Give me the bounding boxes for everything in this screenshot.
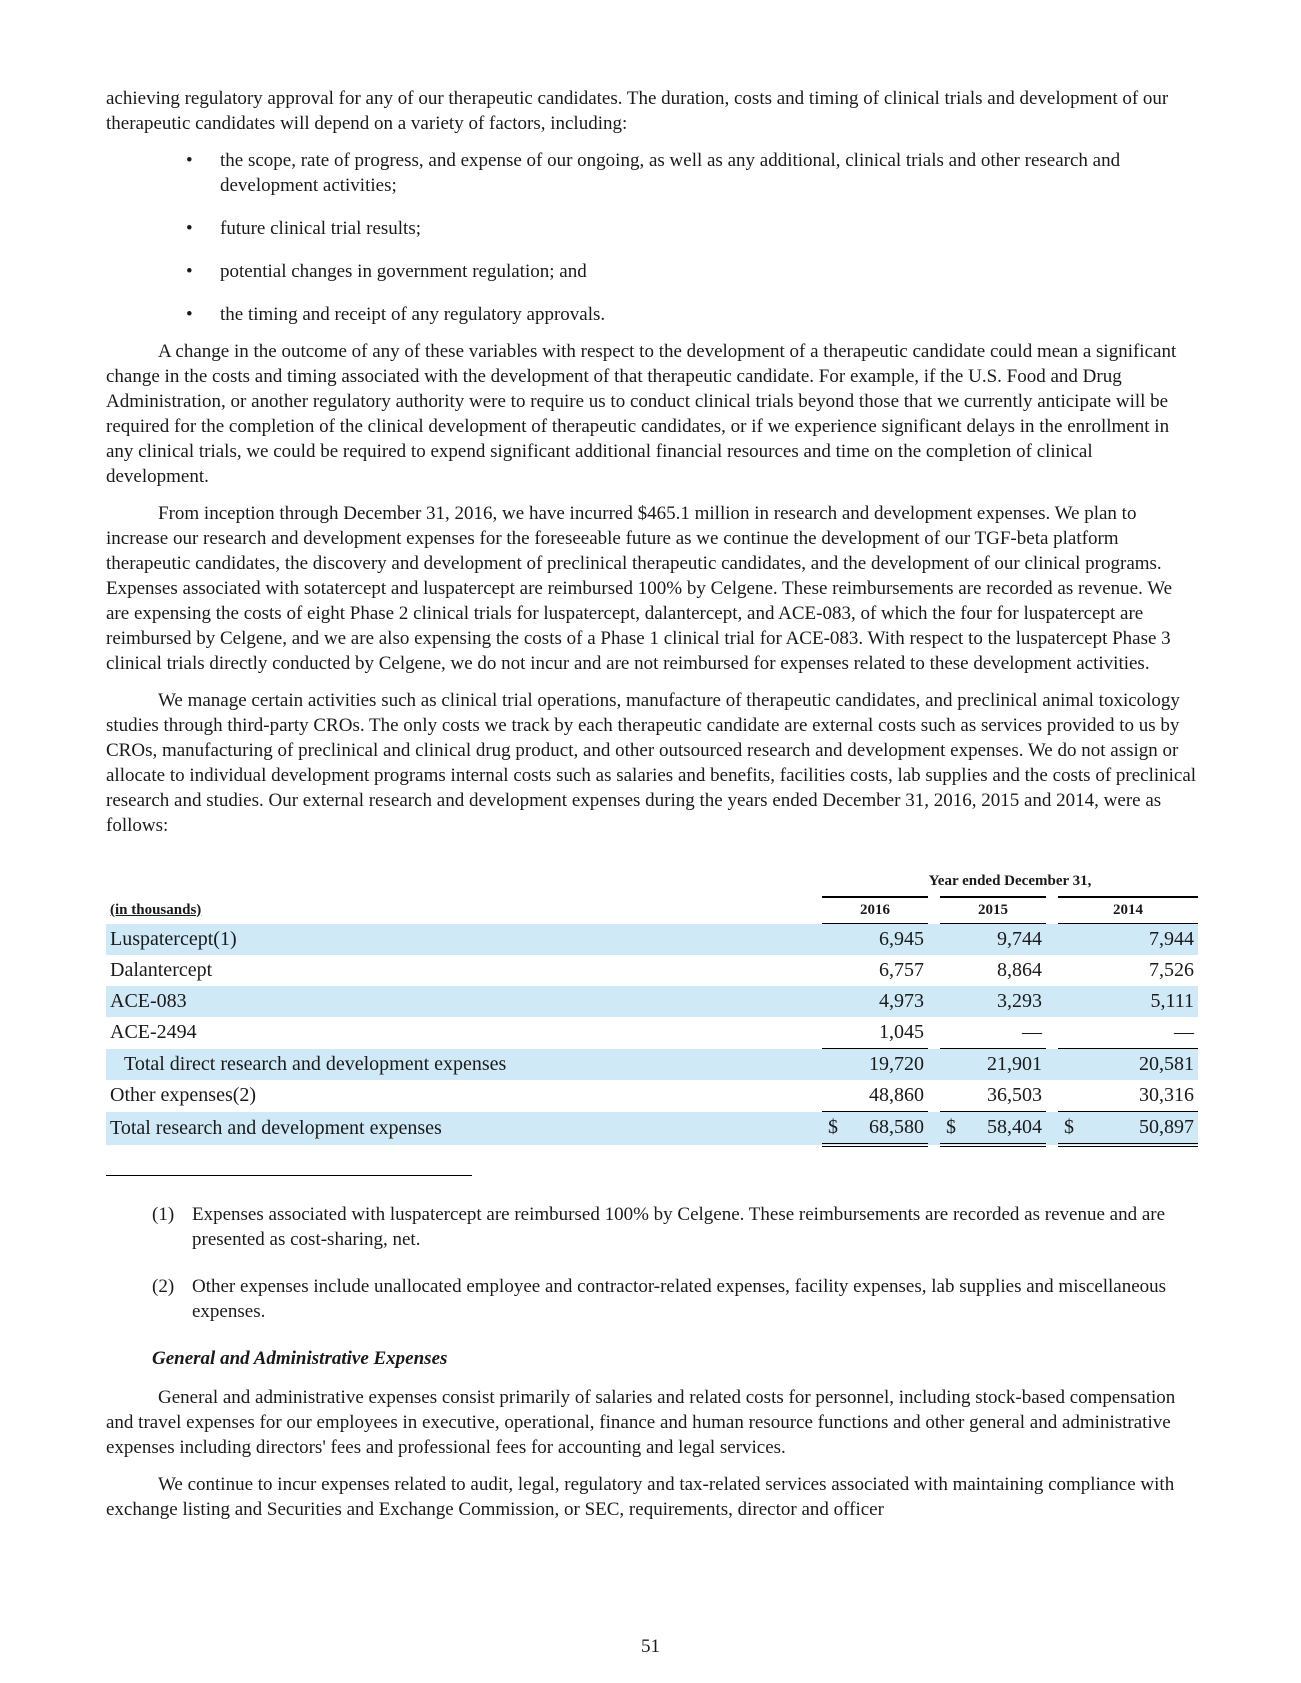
expenses-table-container (106, 866, 1198, 1147)
paragraph-inception: From inception through December 31, 2016, we have incurred $465.1 million in research and development expenses. We plan to increase our research and development expenses for the foreseeable future as we continue the development of our TGF-beta platform therapeutic candidates, the discovery and development of preclinical therapeutic candidates, and the development of our clinical programs. Expenses associated with sotatercept and luspatercept are reimbursed 100% by Celgene. These reimbursements are recorded as revenue. We are expensing the costs of eight Phase 2 clinical trials for luspatercept, dalantercept, and ACE-083, of which the four for luspatercept are reimbursed by Celgene, and we are also expensing the costs of a Phase 1 clinical trial for ACE-083. With respect to the luspatercept Phase 3 clinical trials directly conducted by Celgene, we do not incur and are not reimbursed for expenses related to these development activities. (106, 503, 1173, 674)
paragraph-cro: We manage certain activities such as clinical trial operations, manufacture of therapeutic candidates, and preclinical animal toxicology studies through third-party CROs. The only costs we track by each therapeutic candidate are external costs such as services provided to us by CROs, manufacturing of preclinical and clinical drug product, and other outsourced research and development expenses. We do not assign or allocate to individual development programs internal costs such as salaries and benefits, facilities costs, lab supplies and the costs of preclinical research and studies. Our external research and development expenses during the years ended December 31, 2016, 2015 and 2014, were as follows: (106, 690, 1197, 836)
currency-symbol: $ (1058, 1112, 1078, 1146)
row-label: Other expenses(2) (110, 1084, 257, 1107)
paragraph-compliance: We continue to incur expenses related to audit, legal, regulatory and tax-related services associated with maintaining compliance with exchange listing and Securities and Exchange Commission, or SEC, requirements, director and officer (106, 1474, 1175, 1520)
row-label: Dalantercept (110, 959, 213, 981)
cell-value: 48,860 (869, 1084, 924, 1106)
bullet-icon: • (186, 304, 193, 325)
row-label: Total research and development expenses (106, 1112, 822, 1146)
cell-value: 6,945 (879, 928, 924, 950)
section-heading: General and Administrative Expenses (152, 1348, 448, 1369)
cell-value: 4,973 (879, 990, 924, 1012)
cell-value: 7,944 (1149, 928, 1194, 950)
table-row (106, 1080, 1198, 1112)
cell-value: 30,316 (1139, 1084, 1194, 1106)
unit-label: (in thousands) (110, 901, 202, 918)
list-item (106, 302, 1198, 327)
factor-list (106, 148, 1198, 327)
column-header-2015: 2015 (940, 897, 1046, 924)
paragraph-ga-expenses: General and administrative expenses consist primarily of salaries and related costs for personnel, including stock-based compensation and travel expenses for our employees in executive, operational, finance and human resource functions and other general and administrative expenses including directors' fees and professional fees for accounting and legal services. (106, 1387, 1176, 1458)
row-label: ACE-083 (106, 986, 822, 1017)
cell-value: 5,111 (1150, 990, 1194, 1012)
footnotes (106, 1202, 1198, 1324)
list-item-text: the timing and receipt of any regulatory approvals. (220, 304, 606, 325)
row-label: Total direct research and development expenses (106, 1049, 822, 1081)
page-content (106, 86, 1198, 1534)
cell-value: 1,045 (879, 1021, 924, 1043)
paragraph-intro: achieving regulatory approval for any of our therapeutic candidates. The duration, costs and timing of clinical trials and development of our therapeutic candidates will depend on a variety of factors, including: (106, 88, 1169, 134)
cell-value: 6,757 (879, 959, 924, 981)
bullet-icon: • (186, 150, 193, 171)
table-row-subtotal (106, 1049, 1198, 1081)
list-item-text: potential changes in government regulation; and (220, 261, 587, 282)
cell-value: 50,897 (1139, 1116, 1194, 1138)
row-label: Luspatercept(1) (106, 924, 822, 956)
table-row (106, 955, 1198, 986)
footnote (106, 1274, 1198, 1324)
table-row (106, 1017, 1198, 1049)
cell-value: 21,901 (987, 1053, 1042, 1075)
expenses-table (106, 866, 1198, 1147)
cell-value: 8,864 (997, 959, 1042, 981)
footnote-number: (2) (152, 1276, 175, 1297)
cell-value: 19,720 (869, 1053, 924, 1075)
cell-value: — (1022, 1021, 1042, 1043)
year-header: Year ended December 31, (928, 872, 1092, 889)
cell-value: 3,293 (997, 990, 1042, 1012)
list-item-text: the scope, rate of progress, and expense of our ongoing, as well as any additional, clinical trials and other research and development activities; (220, 150, 1121, 196)
bullet-icon: • (186, 261, 193, 282)
currency-symbol: $ (940, 1112, 960, 1146)
list-item-text: future clinical trial results; (220, 218, 422, 239)
table-row-total (106, 1112, 1198, 1146)
footnote-divider (106, 1175, 472, 1176)
cell-value: 7,526 (1149, 959, 1194, 981)
table-header-row (106, 897, 1198, 924)
column-header-2016: 2016 (822, 897, 928, 924)
bullet-icon: • (186, 218, 193, 239)
table-row (106, 986, 1198, 1017)
footnote-text: Expenses associated with luspatercept are reimbursed 100% by Celgene. These reimbursements are recorded as revenue and are presented as cost-sharing, net. (192, 1204, 1166, 1250)
row-label: ACE-2494 (110, 1021, 197, 1044)
table-row (106, 924, 1198, 956)
footnote-number: (1) (152, 1204, 175, 1225)
cell-value: 36,503 (987, 1084, 1042, 1106)
cell-value: 68,580 (869, 1116, 924, 1138)
list-item (106, 259, 1198, 284)
page-number: 51 (641, 1636, 660, 1657)
list-item (106, 148, 1198, 198)
cell-value: 58,404 (987, 1116, 1042, 1138)
cell-value: 20,581 (1139, 1053, 1194, 1075)
paragraph-variables: A change in the outcome of any of these variables with respect to the development of a therapeutic candidate could mean a significant change in the costs and timing associated with the development of that therapeutic candidate. For example, if the U.S. Food and Drug Administration, or another regulatory authority were to require us to conduct clinical trials beyond those that we currently anticipate will be required for the completion of the clinical development of therapeutic candidates, or if we experience significant delays in the enrollment in any clinical trials, we could be required to expend significant additional financial resources and time on the completion of clinical development. (106, 341, 1177, 487)
cell-value: — (1174, 1021, 1194, 1043)
list-item (106, 216, 1198, 241)
column-header-2014: 2014 (1058, 897, 1198, 924)
footnote-text: Other expenses include unallocated employee and contractor-related expenses, facility expenses, lab supplies and miscellaneous expenses. (192, 1276, 1167, 1322)
footnote (106, 1202, 1198, 1252)
currency-symbol: $ (822, 1112, 842, 1146)
cell-value: 9,744 (997, 928, 1042, 950)
